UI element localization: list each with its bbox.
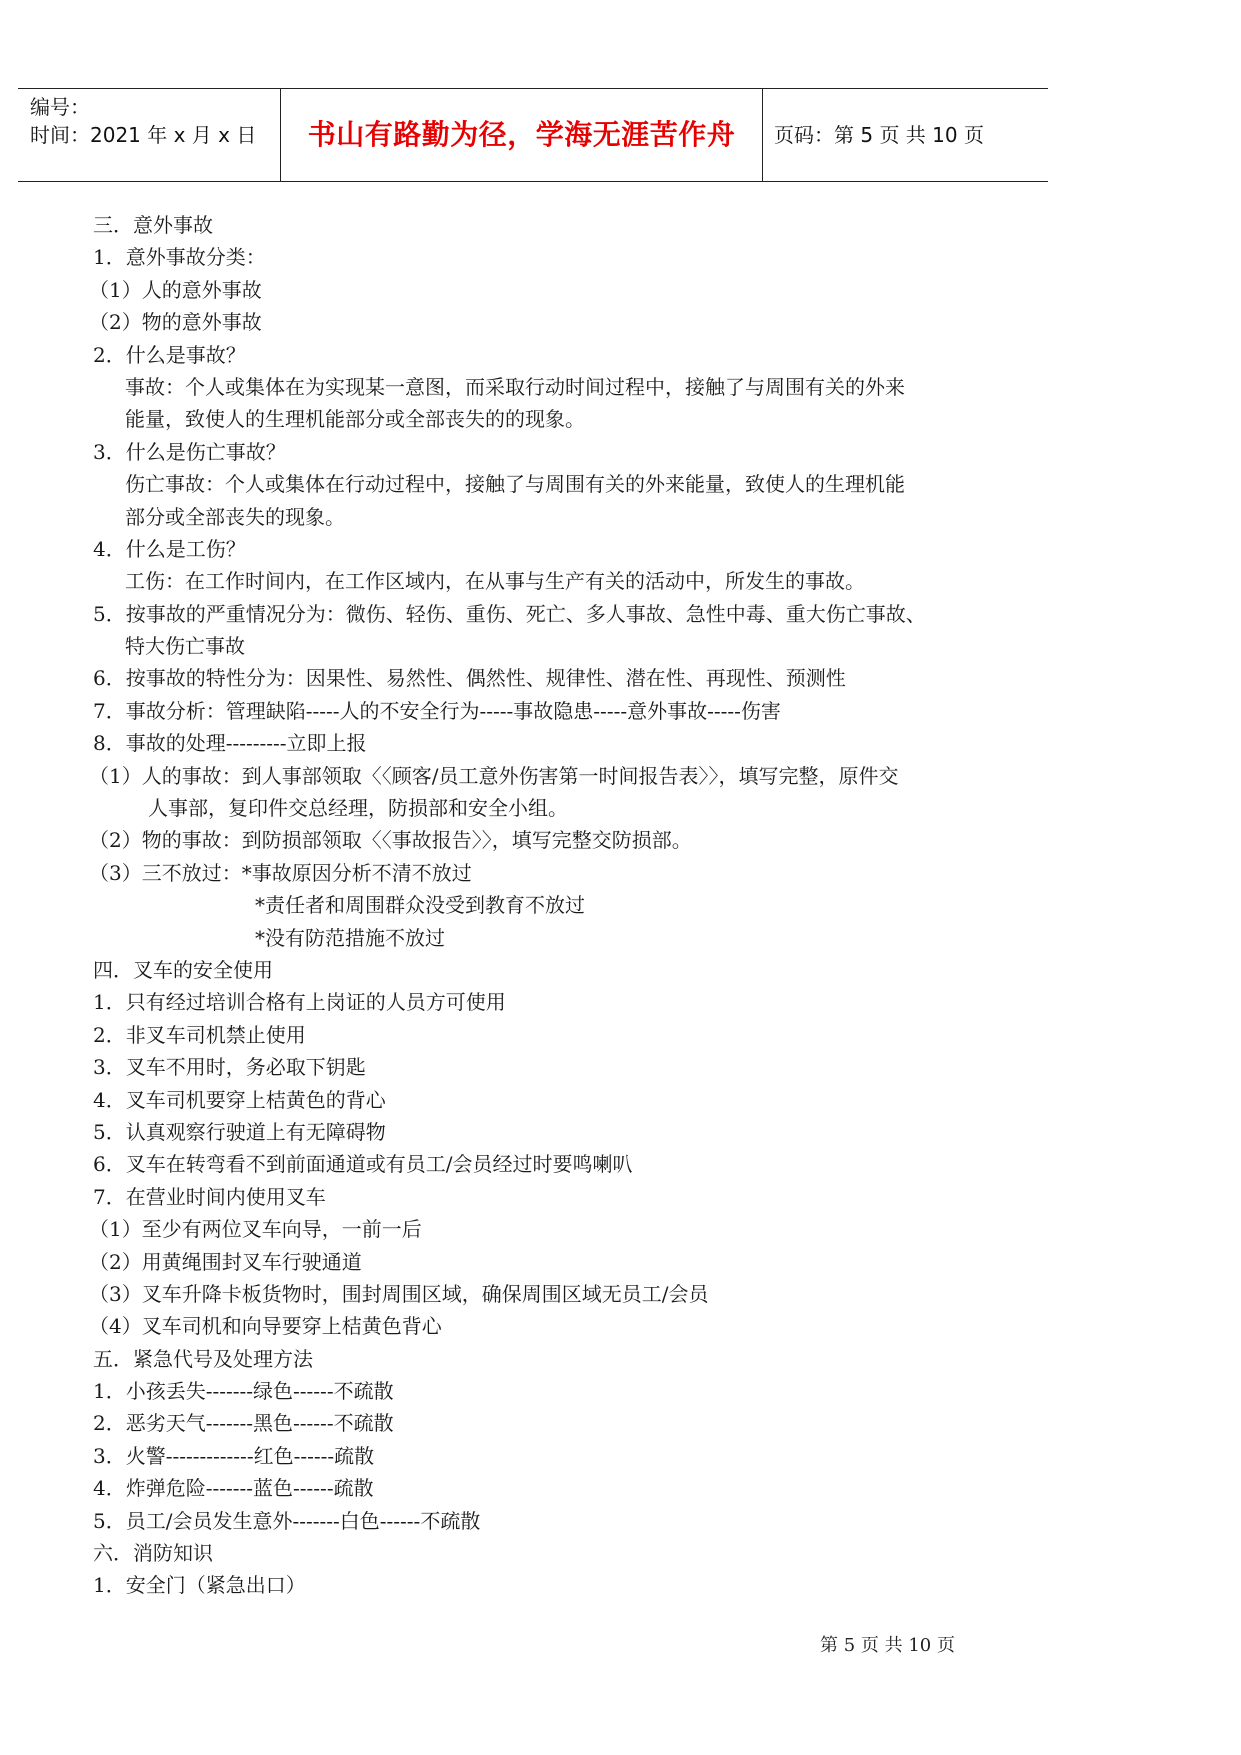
body-line: （1）至少有两位叉车向导，一前一后 [89, 1217, 422, 1242]
body-line: （3）三不放过：*事故原因分析不清不放过 [89, 860, 472, 885]
body-line: 2．恶劣天气-------黑色------不疏散 [93, 1411, 394, 1436]
body-line: 3．火警-------------红色------疏散 [93, 1443, 375, 1468]
body-line: 5．员工/会员发生意外-------白色------不疏散 [93, 1508, 481, 1533]
body-line: 能量，致使人的生理机能部分或全部丧失的的现象。 [125, 407, 585, 432]
header-meta [30, 93, 285, 149]
body-line: 7．事故分析：管理缺陷-----人的不安全行为-----事故隐患-----意外事故-----伤害 [93, 698, 781, 723]
body-line: *责任者和周围群众没受到教育不放过 [255, 893, 585, 918]
header-number-label: 编号： [30, 95, 90, 119]
body-line: 伤亡事故：个人或集体在行动过程中，接触了与周围有关的外来能量，致使人的生理机能 [125, 472, 905, 497]
page-header [18, 88, 1048, 182]
body-line: *没有防范措施不放过 [255, 925, 445, 950]
body-line: 特大伤亡事故 [125, 634, 245, 659]
body-line: （2）物的事故：到防损部领取〈〈事故报告〉〉，填写完整交防损部。 [89, 828, 692, 853]
body-line: 1．只有经过培训合格有上岗证的人员方可使用 [93, 990, 506, 1015]
body-line: 4．叉车司机要穿上桔黄色的背心 [93, 1087, 386, 1112]
body-line: 1．小孩丢失-------绿色------不疏散 [93, 1379, 394, 1404]
body-line: 工伤：在工作时间内，在工作区域内，在从事与生产有关的活动中，所发生的事故。 [125, 569, 865, 594]
body-line: （4）叉车司机和向导要穿上桔黄色背心 [89, 1314, 442, 1339]
body-line: 六．消防知识 [93, 1541, 213, 1566]
body-line: 1．意外事故分类： [93, 245, 266, 270]
body-line: （2）用黄绳围封叉车行驶通道 [89, 1249, 362, 1274]
body-line: 部分或全部丧失的现象。 [125, 504, 345, 529]
header-time-label: 时间：2021 年 x 月 x 日 [30, 123, 257, 147]
body-line: （1）人的事故：到人事部领取〈〈顾客/员工意外伤害第一时间报告表〉〉，填写完整，原件交 [89, 763, 899, 788]
body-line: 事故：个人或集体在为实现某一意图，而采取行动时间过程中，接触了与周围有关的外来 [125, 374, 905, 399]
body-line: 4．什么是工伤？ [93, 536, 246, 561]
body-line: 2．非叉车司机禁止使用 [93, 1022, 306, 1047]
body-line: 四．叉车的安全使用 [93, 957, 273, 982]
body-line: 6．叉车在转弯看不到前面通道或有员工/会员经过时要鸣喇叭 [93, 1152, 633, 1177]
body-line: （1）人的意外事故 [89, 277, 262, 302]
body-line: 5．按事故的严重情况分为：微伤、轻伤、重伤、死亡、多人事故、急性中毒、重大伤亡事故、 [93, 601, 926, 626]
body-line: 人事部，复印件交总经理，防损部和安全小组。 [148, 796, 568, 821]
page-footer: 第 5 页 共 10 页 [820, 1635, 955, 1656]
header-motto: 书山有路勤为径，学海无涯苦作舟 [307, 118, 736, 151]
body-line: 3．叉车不用时，务必取下钥匙 [93, 1055, 366, 1080]
header-divider [762, 89, 763, 181]
body-line: 4．炸弹危险-------蓝色------疏散 [93, 1476, 374, 1501]
header-page-label: 页码：第 5 页 共 10 页 [774, 123, 984, 147]
body-line: 2．什么是事故？ [93, 342, 246, 367]
body-line: 5．认真观察行驶道上有无障碍物 [93, 1119, 386, 1144]
body-line: 3．什么是伤亡事故？ [93, 439, 286, 464]
body-line: （3）叉车升降卡板货物时，围封周围区域，确保周围区域无员工/会员 [89, 1281, 709, 1306]
body-line: 8．事故的处理---------立即上报 [93, 731, 367, 756]
body-line: （2）物的意外事故 [89, 310, 262, 335]
body-line: 1．安全门（紧急出口） [93, 1573, 306, 1598]
body-line: 6．按事故的特性分为：因果性、易然性、偶然性、规律性、潜在性、再现性、预测性 [93, 666, 846, 691]
body-line: 五．紧急代号及处理方法 [93, 1346, 313, 1371]
document-body [89, 209, 993, 1602]
body-line: 7．在营业时间内使用叉车 [93, 1184, 326, 1209]
body-line: 三．意外事故 [93, 213, 213, 237]
